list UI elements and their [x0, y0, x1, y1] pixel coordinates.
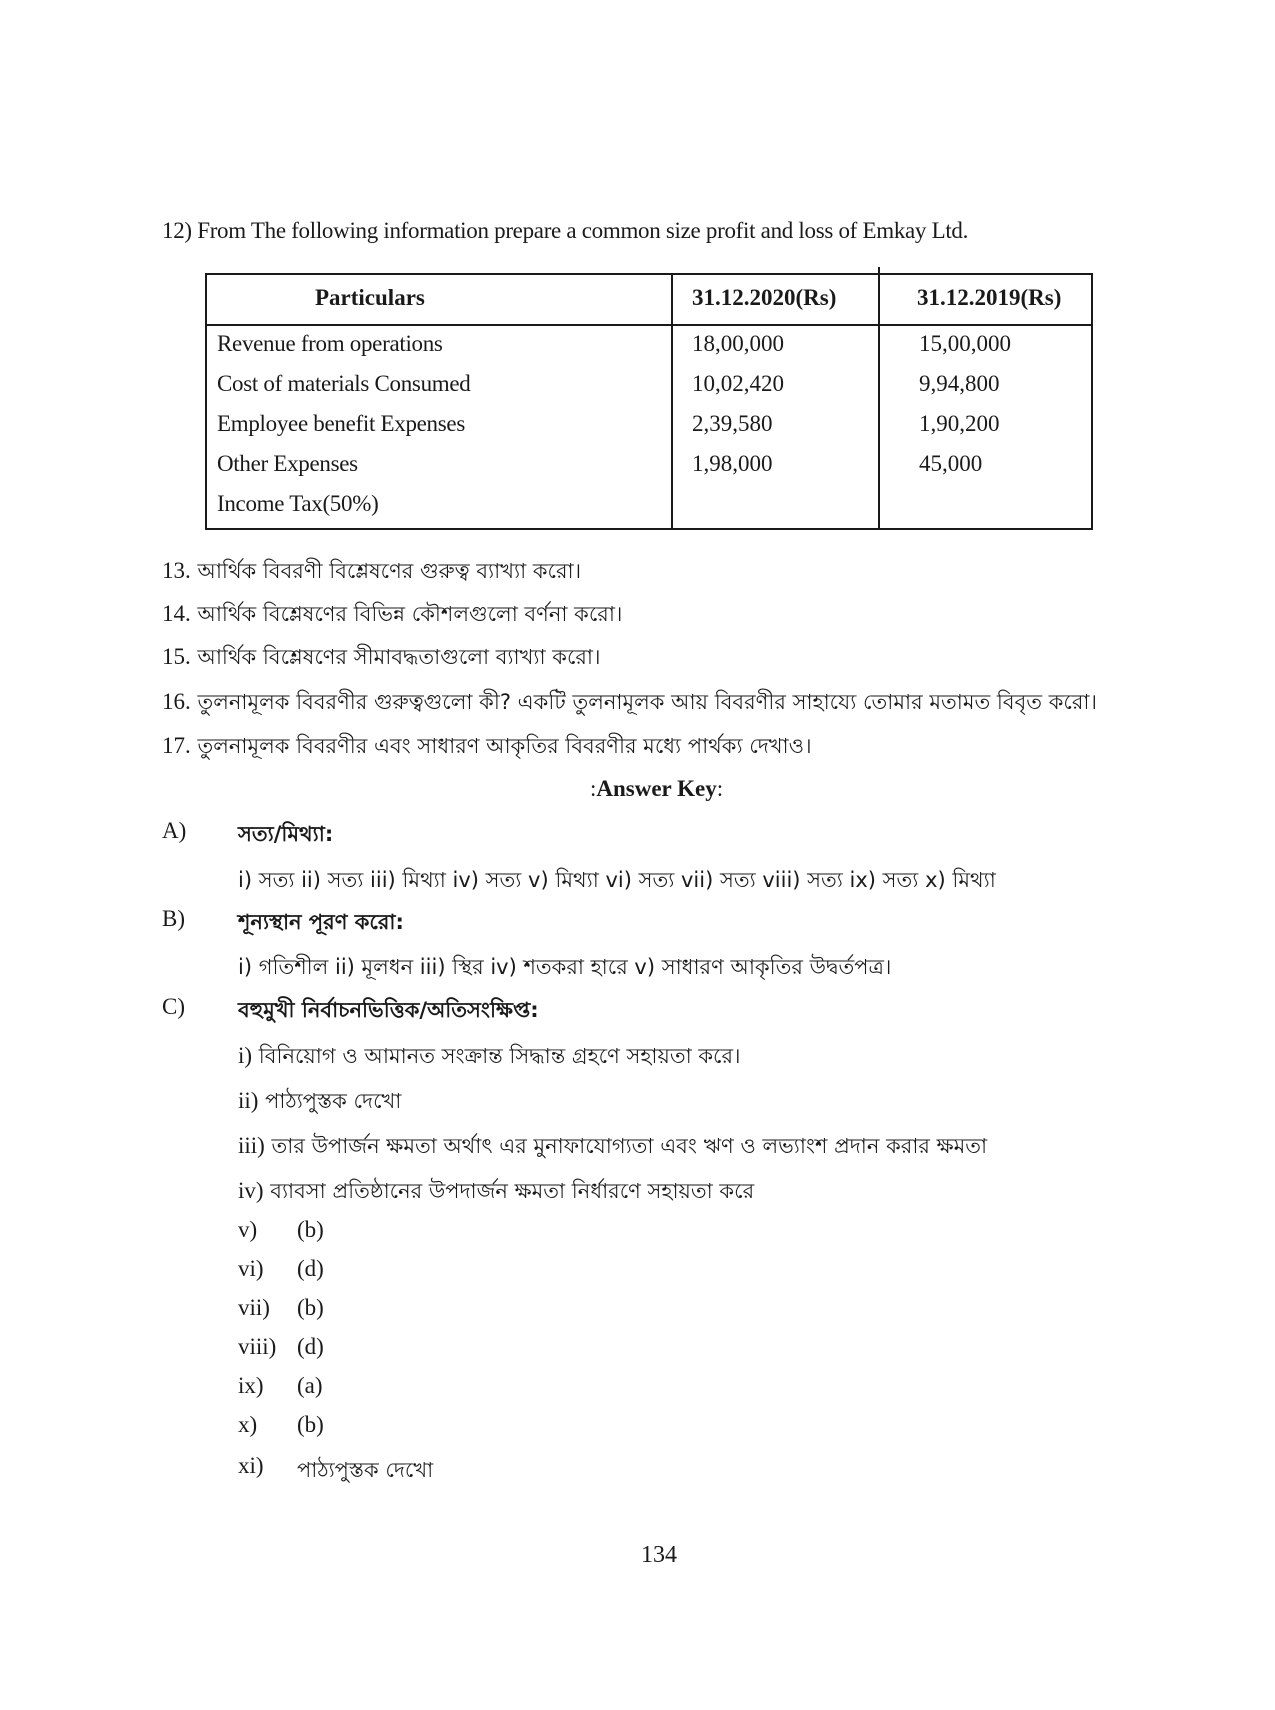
list-item: ii) পাঠ্যপুস্তক দেখো	[238, 1088, 402, 1113]
table-cell: 18,00,000	[692, 331, 784, 356]
section-b-answers: i) গতিশীল ii) মূলধন iii) স্থির iv) শতকরা হারে v) সাধারণ আকৃতির উদ্বর্তপত্র।	[238, 955, 892, 979]
table-row	[207, 371, 1091, 411]
question-12: 12) From The following information prepare a common size profit and loss of Emkay Ltd.	[162, 218, 969, 243]
table-row	[207, 411, 1091, 451]
table-header-2019: 31.12.2019(Rs)	[917, 285, 1062, 310]
page-number: 134	[641, 1542, 677, 1568]
data-table	[205, 273, 1093, 530]
section-b-title: শূন্যস্থান পূরণ করো:	[238, 910, 404, 934]
section-a-answers: i) সত্য ii) সত্য iii) মিথ্যা iv) সত্য v) মিথ্যা vi) সত্য vii) সত্য viii) সত্য ix) সত্য x) মিথ্যা	[238, 868, 996, 892]
mcq-number: vii)	[238, 1295, 270, 1320]
question-16: 16. তুলনামূলক বিবরণীর গুরুত্বগুলো কী? একটি তুলনামূলক আয় বিবরণীর সাহায্যে তোমার মতামত বিবৃত করো।	[162, 689, 1098, 714]
section-b-letter: B)	[162, 906, 185, 931]
mcq-number: vi)	[238, 1256, 264, 1281]
section-c-title: বহুমুখী নির্বাচনভিত্তিক/অতিসংক্ষিপ্ত:	[238, 998, 539, 1022]
table-cell: Employee benefit Expenses	[217, 411, 465, 436]
mcq-number: ix)	[238, 1373, 264, 1398]
answer-key-heading: :Answer Key:	[590, 776, 724, 801]
mcq-answer: পাঠ্যপুস্তক দেখো	[297, 1458, 434, 1482]
question-13: 13. আর্থিক বিবরণী বিশ্লেষণের গুরুত্ব ব্যাখ্যা করো।	[162, 558, 582, 583]
table-cell: 9,94,800	[919, 371, 1000, 396]
mcq-number: viii)	[238, 1334, 277, 1359]
mcq-answer: (a)	[297, 1373, 323, 1398]
section-a-letter: A)	[162, 818, 187, 843]
table-cell: 15,00,000	[919, 331, 1011, 356]
table-cell: 10,02,420	[692, 371, 784, 396]
table-header-particulars: Particulars	[315, 285, 425, 310]
mcq-answer: (d)	[297, 1256, 324, 1281]
mcq-number: x)	[238, 1412, 258, 1437]
question-14: 14. আর্থিক বিশ্লেষণের বিভিন্ন কৌশলগুলো বর্ণনা করো।	[162, 601, 623, 626]
list-item: iii) তার উপার্জন ক্ষমতা অর্থাৎ এর মুনাফাযোগ্যতা এবং ঋণ ও লভ্যাংশ প্রদান করার ক্ষমতা	[238, 1133, 988, 1158]
table-cell: Revenue from operations	[217, 331, 443, 356]
mcq-number: v)	[238, 1217, 258, 1242]
table-header-rule	[207, 324, 1091, 326]
mcq-answer: (d)	[297, 1334, 324, 1359]
question-17: 17. তুলনামূলক বিবরণীর এবং সাধারণ আকৃতির বিবরণীর মধ্যে পার্থক্য দেখাও।	[162, 733, 812, 758]
table-cell: Income Tax(50%)	[217, 491, 379, 516]
section-c-letter: C)	[162, 994, 185, 1019]
table-row	[207, 491, 1091, 531]
mcq-answer: (b)	[297, 1295, 324, 1320]
mcq-answer: (b)	[297, 1217, 324, 1242]
mcq-number: xi)	[238, 1453, 264, 1478]
table-cell: 2,39,580	[692, 411, 773, 436]
section-a-title: সত্য/মিথ্যা:	[238, 822, 334, 846]
table-cell: 1,98,000	[692, 451, 773, 476]
table-cell: Cost of materials Consumed	[217, 371, 471, 396]
table-cell: 1,90,200	[919, 411, 1000, 436]
table-header-2020: 31.12.2020(Rs)	[692, 285, 837, 310]
question-15: 15. আর্থিক বিশ্লেষণের সীমাবদ্ধতাগুলো ব্যাখ্যা করো।	[162, 644, 601, 669]
table-row	[207, 331, 1091, 371]
list-item: i) বিনিয়োগ ও আমানত সংক্রান্ত সিদ্ধান্ত গ্রহণে সহায়তা করে।	[238, 1043, 741, 1068]
table-cell: 45,000	[919, 451, 983, 476]
mcq-answer: (b)	[297, 1412, 324, 1437]
table-cell: Other Expenses	[217, 451, 358, 476]
table-row	[207, 451, 1091, 491]
list-item: iv) ব্যাবসা প্রতিষ্ঠানের উপদার্জন ক্ষমতা নির্ধারণে সহায়তা করে	[238, 1178, 755, 1203]
